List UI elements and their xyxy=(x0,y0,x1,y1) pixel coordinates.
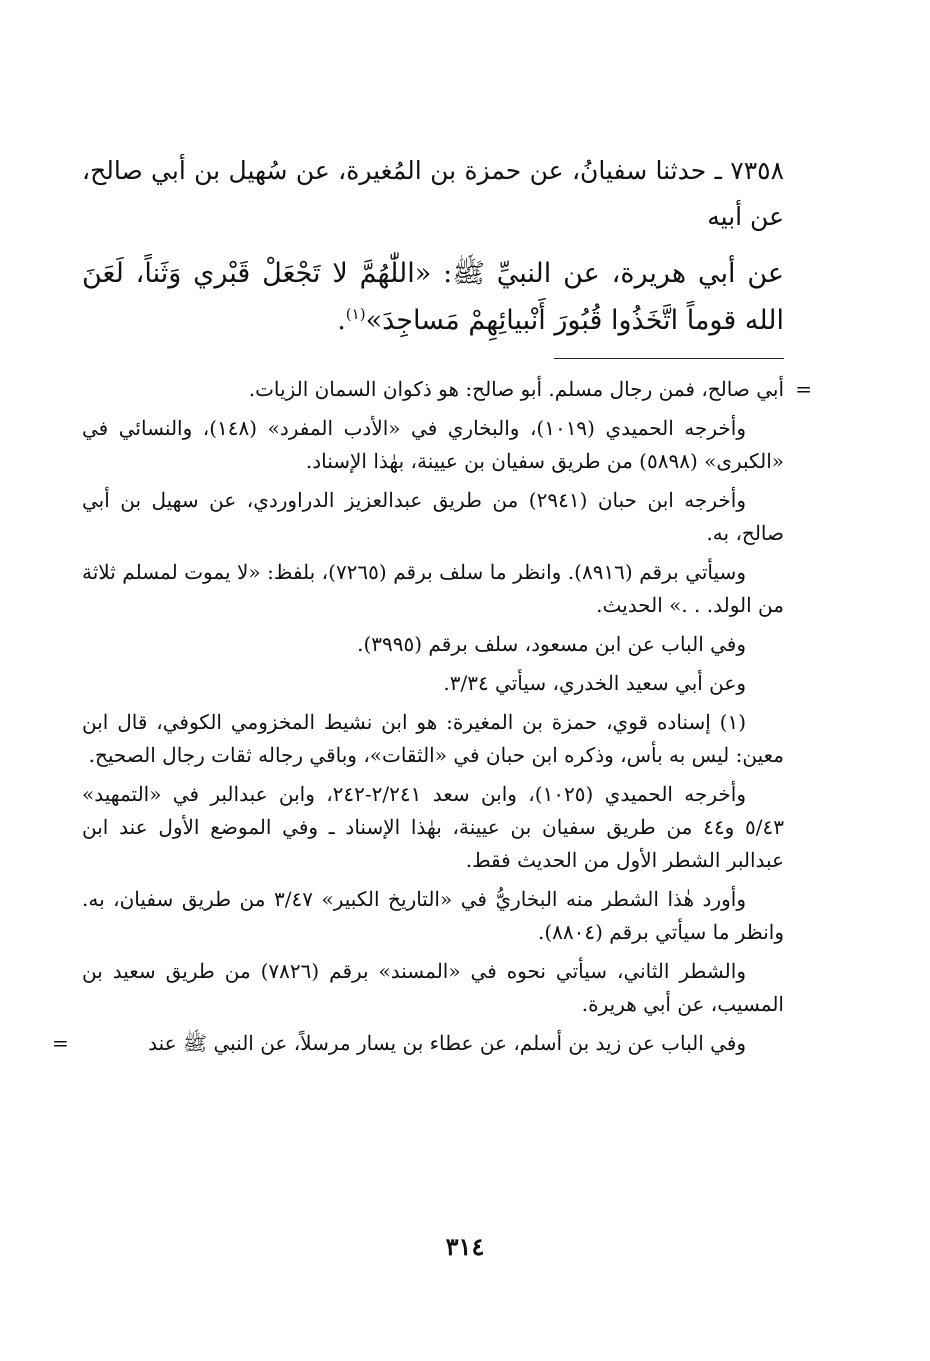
page-number: ٣١٤ xyxy=(445,1232,485,1261)
note-paragraph: والشطر الثاني، سيأتي نحوه في «المسند» برقم (٧٨٢٦) من طريق سعيد بن المسيب، عن أبي هريرة. xyxy=(82,959,784,1016)
note-paragraph: وأخرجه الحميدي (١٠٢٥)، وابن سعد ٢/٢٤١-٢٤٢، وابن عبدالبر في «التمهيد» ٥/٤٣ و٤٤ من طريق سفيان بن عيينة، بهٰذا الإسناد ـ وفي الموضع الأول عند ابن عبدالبر الشطر الأول من الحديث فقط. xyxy=(82,782,785,872)
note-paragraph: وعن أبي سعيد الخدري، سيأتي ٣/٣٤. xyxy=(443,671,746,695)
footnote-divider xyxy=(554,358,784,359)
note-paragraph: (١) إسناده قوي، حمزة بن المغيرة: هو ابن نشيط المخزومي الكوفي، قال ابن معين: ليس به بأس، وذكره ابن حبان في «الثقات»، وباقي رجاله ثقات رجال الصحيح. xyxy=(82,710,784,767)
note-paragraph: وفي الباب عن زيد بن أسلم، عن عطاء بن يسار مرسلاً، عن النبي ﷺ عند = xyxy=(82,1027,784,1060)
note-paragraph: وسيأتي برقم (٨٩١٦). وانظر ما سلف برقم (٧٢٦٥)، بلفظ: «لا يموت لمسلم ثلاثة من الولد. . .» الحديث. xyxy=(82,560,784,617)
hadith-matn: عن أبي هريرة، عن النبيِّ ﷺ: «اللّٰهُمَّ لا تَجْعَلْ قَبْري وَثَناً، لَعَنَ الله قوماً اتَّخَذُوا قُبُورَ أَنْبيائِهِمْ مَساجِدَ»$^{(١)}$. xyxy=(82,258,784,336)
continuation-mark-end: = xyxy=(52,1031,69,1055)
footnotes xyxy=(52,373,812,1060)
hadith-number: ٧٣٥٨ xyxy=(730,156,784,185)
note-paragraph: وأخرجه ابن حبان (٢٩٤١) من طريق عبدالعزيز الدراوردي، عن سهيل بن أبي صالح، به. xyxy=(82,488,784,545)
hadith-chain-text: ـ حدثنا سفيانُ، عن حمزة بن المُغيرة، عن سُهيل بن أبي صالح، عن أبيه xyxy=(82,156,784,231)
note-paragraph: = أبي صالح، فمن رجال مسلم. أبو صالح: هو ذكوان السمان الزيات. xyxy=(82,373,784,406)
footnote-ref: (١) xyxy=(345,305,366,323)
hadith-chain xyxy=(82,148,784,240)
note-paragraph: وفي الباب عن ابن مسعود، سلف برقم (٣٩٩٥). xyxy=(357,632,746,656)
hadith-matn-text: عن أبي هريرة، عن النبيِّ ﷺ: «اللّٰهُمَّ لا تَجْعَلْ قَبْري وَثَناً، لَعَنَ الله قوماً اتَّخَذُوا قُبُورَ أَنْبيائِهِمْ مَساجِدَ» xyxy=(82,258,784,336)
continuation-mark-start: = xyxy=(795,377,812,401)
page-content xyxy=(52,148,812,1066)
note-paragraph: وأخرجه الحميدي (١٠١٩)، والبخاري في «الأدب المفرد» (١٤٨)، والنسائي في «الكبرى» (٥٨٩٨) من طريق سفيان بن عيينة، بهٰذا الإسناد. xyxy=(82,416,784,473)
note-paragraph: وأورد هٰذا الشطر منه البخاريُّ في «التاريخ الكبير» ٣/٤٧ من طريق سفيان، به. وانظر ما سيأتي برقم (٨٨٠٤). xyxy=(82,887,784,944)
